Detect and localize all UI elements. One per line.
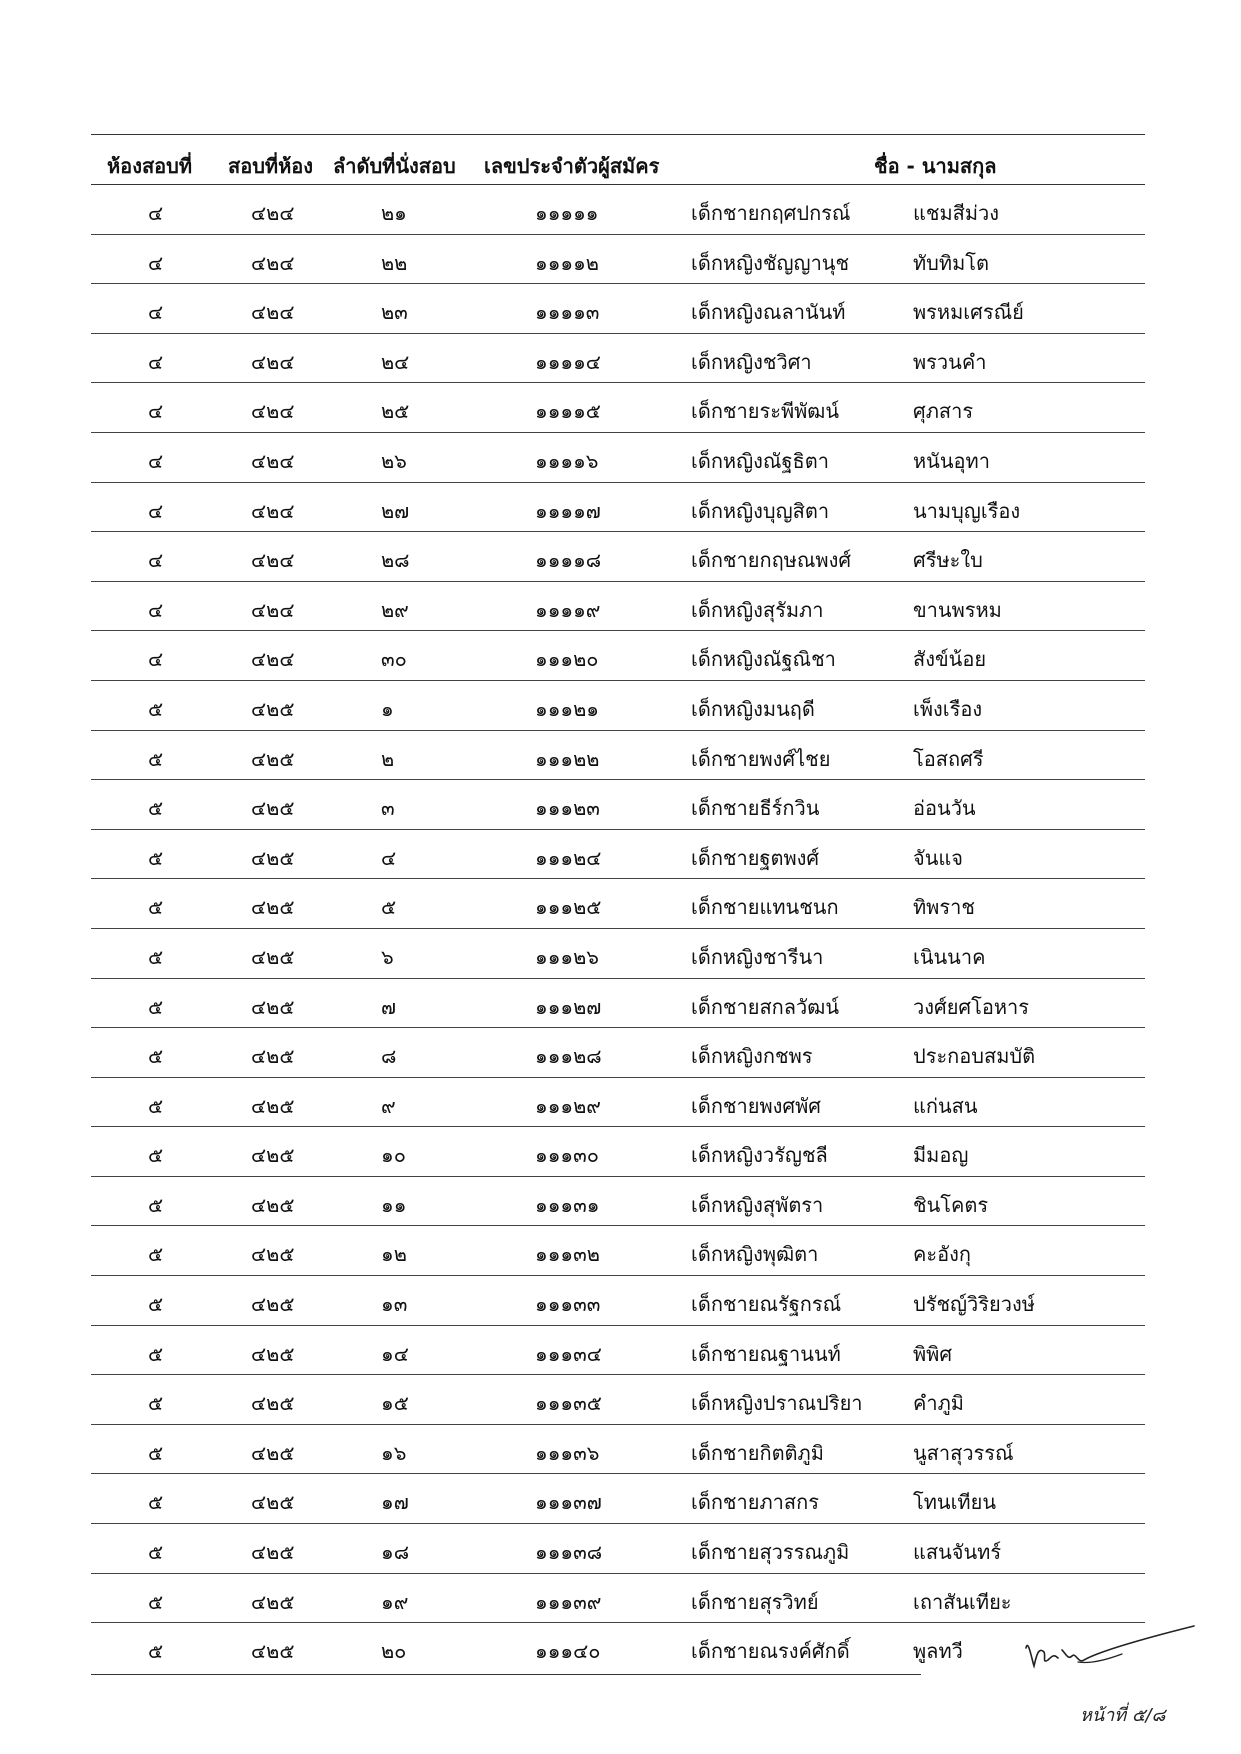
cell-room: ๔	[148, 647, 164, 672]
cell-applicant-id: ๑๑๑๓๗	[535, 1490, 602, 1515]
cell-room: ๕	[148, 1292, 164, 1317]
table-row	[91, 1623, 1145, 1673]
cell-room-no: ๔๒๔	[251, 349, 295, 374]
cell-seat: ๘	[381, 1044, 397, 1069]
cell-first-name: เด็กชายพงศ์ไชย	[691, 746, 831, 771]
header-room: ห้องสอบที่	[107, 154, 193, 178]
cell-room: ๕	[148, 1093, 164, 1118]
table-row	[91, 879, 1145, 929]
page-number: หน้าที่ ๕/๘	[1080, 1705, 1166, 1726]
cell-first-name: เด็กหญิงชัญญานุช	[691, 250, 850, 275]
table-row	[91, 929, 1145, 979]
cell-last-name: ปรัชญ์วิริยวงษ์	[913, 1292, 1035, 1317]
cell-last-name: ศุภสาร	[913, 399, 974, 424]
table-row	[91, 1127, 1145, 1177]
cell-last-name: สังข์น้อย	[913, 647, 987, 672]
cell-applicant-id: ๑๑๑๓๐	[535, 1143, 599, 1168]
cell-seat: ๒๙	[381, 597, 409, 622]
signature-mark	[1018, 1620, 1196, 1680]
header-name: ชื่อ - นามสกุล	[874, 154, 997, 178]
table-row	[91, 830, 1145, 880]
cell-room-no: ๔๒๔	[251, 498, 295, 523]
cell-applicant-id: ๑๑๑๑๕	[535, 399, 601, 424]
cell-first-name: เด็กชายณฐานนท์	[691, 1341, 841, 1366]
cell-first-name: เด็กหญิงบุญสิตา	[691, 498, 830, 523]
cell-seat: ๕	[381, 895, 397, 920]
cell-last-name: เถาสันเทียะ	[913, 1589, 1012, 1614]
cell-room: ๔	[148, 548, 164, 573]
cell-first-name: เด็กหญิงพุฒิตา	[691, 1242, 819, 1267]
cell-applicant-id: ๑๑๑๒๕	[535, 895, 602, 920]
header-seat: ลำดับที่นั่งสอบ	[333, 154, 456, 178]
table-row	[91, 1078, 1145, 1128]
cell-last-name: เนินนาค	[913, 944, 986, 969]
cell-first-name: เด็กหญิงชารีนา	[691, 944, 824, 969]
cell-seat: ๑๙	[381, 1589, 409, 1614]
cell-room: ๕	[148, 696, 164, 721]
cell-room-no: ๔๒๕	[251, 1440, 295, 1465]
table-row	[91, 433, 1145, 483]
cell-seat: ๒๘	[381, 548, 410, 573]
cell-first-name: เด็กชายสุวรรณภูมิ	[691, 1540, 850, 1565]
cell-room-no: ๔๒๕	[251, 1341, 295, 1366]
cell-last-name: มีมอญ	[913, 1143, 969, 1168]
cell-room: ๔	[148, 300, 164, 325]
cell-seat: ๑๐	[381, 1143, 406, 1168]
cell-seat: ๒๓	[381, 300, 408, 325]
cell-first-name: เด็กชายฐตพงศ์	[691, 845, 820, 870]
table-row	[91, 1474, 1145, 1524]
cell-applicant-id: ๑๑๑๒๖	[535, 944, 599, 969]
cell-last-name: พรวนคำ	[913, 349, 987, 374]
cell-applicant-id: ๑๑๑๔๐	[535, 1639, 601, 1664]
cell-room-no: ๔๒๕	[251, 944, 295, 969]
cell-room: ๔	[148, 448, 164, 473]
cell-room-no: ๔๒๔	[251, 548, 295, 573]
table-row	[91, 582, 1145, 632]
cell-applicant-id: ๑๑๑๑๘	[535, 548, 602, 573]
cell-applicant-id: ๑๑๑๓๘	[535, 1540, 603, 1565]
cell-seat: ๑๔	[381, 1341, 409, 1366]
cell-last-name: แชมสีม่วง	[913, 201, 1000, 225]
cell-room: ๔	[148, 349, 164, 374]
cell-seat: ๙	[381, 1093, 396, 1118]
table-row	[91, 235, 1145, 285]
cell-first-name: เด็กชายธีร์กวิน	[691, 796, 820, 821]
cell-first-name: เด็กหญิงชวิศา	[691, 349, 812, 374]
cell-room: ๕	[148, 1440, 164, 1465]
cell-applicant-id: ๑๑๑๓๖	[535, 1440, 600, 1465]
cell-last-name: อ่อนวัน	[913, 796, 976, 821]
table-row	[91, 1375, 1145, 1425]
cell-applicant-id: ๑๑๑๑๗	[535, 498, 601, 523]
cell-seat: ๔	[381, 845, 397, 870]
cell-last-name: ทิพราช	[913, 895, 975, 920]
cell-last-name: ทับทิมโต	[913, 250, 989, 275]
table-row	[91, 681, 1145, 731]
cell-applicant-id: ๑๑๑๓๓	[535, 1292, 601, 1317]
cell-applicant-id: ๑๑๑๒๐	[535, 647, 599, 672]
cell-first-name: เด็กชายกฤษณพงศ์	[691, 548, 852, 573]
cell-seat: ๒๗	[381, 498, 410, 523]
table-row	[91, 1177, 1145, 1227]
cell-seat: ๒๖	[381, 448, 407, 473]
cell-room-no: ๔๒๔	[251, 597, 295, 622]
cell-room: ๕	[148, 1192, 164, 1217]
cell-applicant-id: ๑๑๑๒๗	[535, 994, 602, 1019]
cell-last-name: โทนเทียน	[913, 1490, 997, 1515]
table-row	[91, 334, 1145, 384]
cell-room-no: ๔๒๕	[251, 895, 295, 920]
cell-room: ๕	[148, 944, 164, 969]
cell-first-name: เด็กหญิงวรัญชลี	[691, 1143, 828, 1168]
table-row	[91, 731, 1145, 781]
cell-seat: ๑	[381, 696, 394, 721]
cell-seat: ๑๑	[381, 1192, 407, 1217]
cell-first-name: เด็กหญิงณัฐณิชา	[691, 647, 836, 672]
cell-applicant-id: ๑๑๑๓๔	[535, 1341, 602, 1366]
cell-first-name: เด็กชายแทนชนก	[691, 895, 839, 920]
cell-applicant-id: ๑๑๑๑๔	[535, 349, 601, 374]
header-applicant-id: เลขประจำตัวผู้สมัคร	[484, 154, 660, 178]
cell-last-name: วงศ์ยศโอหาร	[913, 994, 1030, 1019]
cell-first-name: เด็กหญิงสุพัตรา	[691, 1192, 824, 1217]
table-header	[0, 150, 1241, 180]
cell-seat: ๒๑	[381, 201, 407, 225]
cell-first-name: เด็กหญิงมนฤดี	[691, 696, 815, 721]
cell-room-no: ๔๒๔	[251, 647, 295, 672]
cell-last-name: แก่นสน	[913, 1093, 978, 1118]
table-row	[91, 1574, 1145, 1624]
cell-seat: ๒๒	[381, 250, 408, 275]
cell-seat: ๓	[381, 796, 395, 821]
cell-first-name: เด็กหญิงสุรัมภา	[691, 597, 824, 622]
cell-room: ๕	[148, 796, 164, 821]
cell-room-no: ๔๒๕	[251, 1242, 295, 1267]
cell-seat: ๒๔	[381, 349, 410, 374]
table-row	[91, 284, 1145, 334]
cell-room-no: ๔๒๕	[251, 1540, 295, 1565]
table-row	[91, 532, 1145, 582]
cell-room-no: ๔๒๕	[251, 1044, 295, 1069]
table-row	[91, 1326, 1145, 1376]
table-row	[91, 979, 1145, 1029]
cell-seat: ๑๗	[381, 1490, 409, 1515]
cell-first-name: เด็กชายณรัฐกรณ์	[691, 1292, 842, 1317]
cell-last-name: ขานพรหม	[913, 597, 1002, 622]
table-row	[91, 185, 1145, 235]
cell-room-no: ๔๒๕	[251, 845, 295, 870]
cell-last-name: คำภูมิ	[913, 1391, 964, 1416]
cell-applicant-id: ๑๑๑๑๒	[535, 250, 599, 275]
cell-applicant-id: ๑๑๑๒๔	[535, 845, 602, 870]
cell-last-name: พรหมเศรณีย์	[913, 300, 1024, 325]
cell-room-no: ๔๒๔	[251, 300, 295, 325]
cell-room: ๕	[148, 1143, 164, 1168]
cell-room: ๕	[148, 845, 164, 870]
cell-seat: ๑๘	[381, 1540, 410, 1565]
table-body	[0, 185, 1241, 1673]
cell-room-no: ๔๒๕	[251, 1589, 295, 1614]
cell-room-no: ๔๒๔	[251, 399, 295, 424]
cell-first-name: เด็กหญิงกชพร	[691, 1044, 813, 1069]
cell-room-no: ๔๒๕	[251, 994, 295, 1019]
cell-seat: ๑๒	[381, 1242, 407, 1267]
table-row	[91, 1028, 1145, 1078]
header-room-no: สอบที่ห้อง	[228, 154, 314, 178]
cell-seat: ๗	[381, 994, 397, 1019]
cell-room: ๔	[148, 597, 164, 622]
cell-last-name: นามบุญเรือง	[913, 498, 1021, 523]
table-row	[91, 1226, 1145, 1276]
cell-room: ๕	[148, 1341, 164, 1366]
table-row	[91, 631, 1145, 681]
cell-room-no: ๔๒๕	[251, 1093, 295, 1118]
cell-room: ๕	[148, 994, 164, 1019]
cell-first-name: เด็กชายพงศพัศ	[691, 1093, 821, 1118]
cell-room: ๕	[148, 1639, 164, 1664]
cell-room: ๔	[148, 498, 164, 523]
cell-last-name: แสนจันทร์	[913, 1540, 1002, 1565]
cell-seat: ๒	[381, 746, 395, 771]
cell-seat: ๒๕	[381, 399, 410, 424]
cell-seat: ๑๕	[381, 1391, 409, 1416]
cell-room-no: ๔๒๕	[251, 696, 295, 721]
cell-applicant-id: ๑๑๑๒๓	[535, 796, 600, 821]
cell-last-name: พิพิศ	[913, 1341, 953, 1366]
cell-seat: ๑๖	[381, 1440, 407, 1465]
cell-first-name: เด็กชายระพีพัฒน์	[691, 399, 840, 424]
cell-room: ๕	[148, 1490, 164, 1515]
cell-first-name: เด็กชายสุรวิทย์	[691, 1589, 819, 1614]
cell-room: ๕	[148, 1242, 164, 1267]
cell-room-no: ๔๒๕	[251, 1391, 295, 1416]
cell-last-name: จันแจ	[913, 845, 963, 870]
cell-first-name: เด็กชายกฤศปกรณ์	[691, 201, 851, 225]
cell-applicant-id: ๑๑๑๓๑	[535, 1192, 600, 1217]
cell-room: ๔	[148, 201, 164, 225]
table-row	[91, 483, 1145, 533]
cell-room-no: ๔๒๕	[251, 746, 295, 771]
cell-applicant-id: ๑๑๑๒๙	[535, 1093, 601, 1118]
table-row	[91, 1524, 1145, 1574]
cell-seat: ๒๐	[381, 1639, 407, 1664]
cell-room-no: ๔๒๔	[251, 201, 295, 225]
cell-first-name: เด็กหญิงณลานันท์	[691, 300, 846, 325]
cell-first-name: เด็กหญิงณัฐธิตา	[691, 448, 829, 473]
cell-seat: ๓๐	[381, 647, 407, 672]
cell-applicant-id: ๑๑๑๑๓	[535, 300, 600, 325]
cell-last-name: ชินโคตร	[913, 1192, 989, 1217]
cell-first-name: เด็กชายกิตติภูมิ	[691, 1440, 824, 1465]
bottom-rule	[91, 1674, 921, 1675]
cell-room: ๕	[148, 895, 164, 920]
cell-applicant-id: ๑๑๑๓๕	[535, 1391, 602, 1416]
cell-last-name: เพ็งเรือง	[913, 696, 983, 721]
cell-applicant-id: ๑๑๑๒๑	[535, 696, 599, 721]
table-row	[91, 1276, 1145, 1326]
cell-last-name: พูลทวี	[913, 1639, 963, 1664]
cell-first-name: เด็กชายภาสกร	[691, 1490, 819, 1515]
cell-room: ๕	[148, 1391, 164, 1416]
cell-seat: ๑๓	[381, 1292, 408, 1317]
cell-applicant-id: ๑๑๑๑๖	[535, 448, 599, 473]
cell-applicant-id: ๑๑๑๒๘	[535, 1044, 602, 1069]
cell-applicant-id: ๑๑๑๓๒	[535, 1242, 600, 1267]
cell-first-name: เด็กหญิงปราณปริยา	[691, 1391, 863, 1416]
top-rule	[91, 134, 1145, 135]
cell-last-name: ศรีษะใบ	[913, 548, 983, 573]
cell-room-no: ๔๒๕	[251, 1192, 295, 1217]
table-row	[91, 1425, 1145, 1475]
cell-room: ๔	[148, 399, 164, 424]
cell-room: ๕	[148, 1589, 164, 1614]
cell-last-name: โอสถศรี	[913, 746, 984, 771]
cell-room-no: ๔๒๕	[251, 796, 295, 821]
cell-last-name: คะอังกุ	[913, 1242, 972, 1267]
cell-room-no: ๔๒๕	[251, 1490, 295, 1515]
cell-room: ๕	[148, 1540, 164, 1565]
cell-room-no: ๔๒๕	[251, 1639, 295, 1664]
cell-room-no: ๔๒๔	[251, 448, 295, 473]
table-row	[91, 383, 1145, 433]
cell-room: ๕	[148, 1044, 164, 1069]
cell-applicant-id: ๑๑๑๑๑	[535, 201, 599, 225]
cell-applicant-id: ๑๑๑๒๒	[535, 746, 600, 771]
cell-first-name: เด็กชายสกลวัฒน์	[691, 994, 839, 1019]
cell-applicant-id: ๑๑๑๑๙	[535, 597, 601, 622]
cell-room-no: ๔๒๕	[251, 1143, 295, 1168]
cell-last-name: ประกอบสมบัติ	[913, 1044, 1036, 1069]
cell-room: ๔	[148, 250, 164, 275]
cell-seat: ๖	[381, 944, 394, 969]
cell-applicant-id: ๑๑๑๓๙	[535, 1589, 602, 1614]
cell-last-name: นูสาสุวรรณ์	[913, 1440, 1014, 1465]
table-row	[91, 780, 1145, 830]
cell-room-no: ๔๒๔	[251, 250, 295, 275]
cell-last-name: หนันอุทา	[913, 448, 990, 473]
cell-room-no: ๔๒๕	[251, 1292, 295, 1317]
cell-room: ๕	[148, 746, 164, 771]
cell-first-name: เด็กชายณรงค์ศักดิ์	[691, 1639, 850, 1664]
